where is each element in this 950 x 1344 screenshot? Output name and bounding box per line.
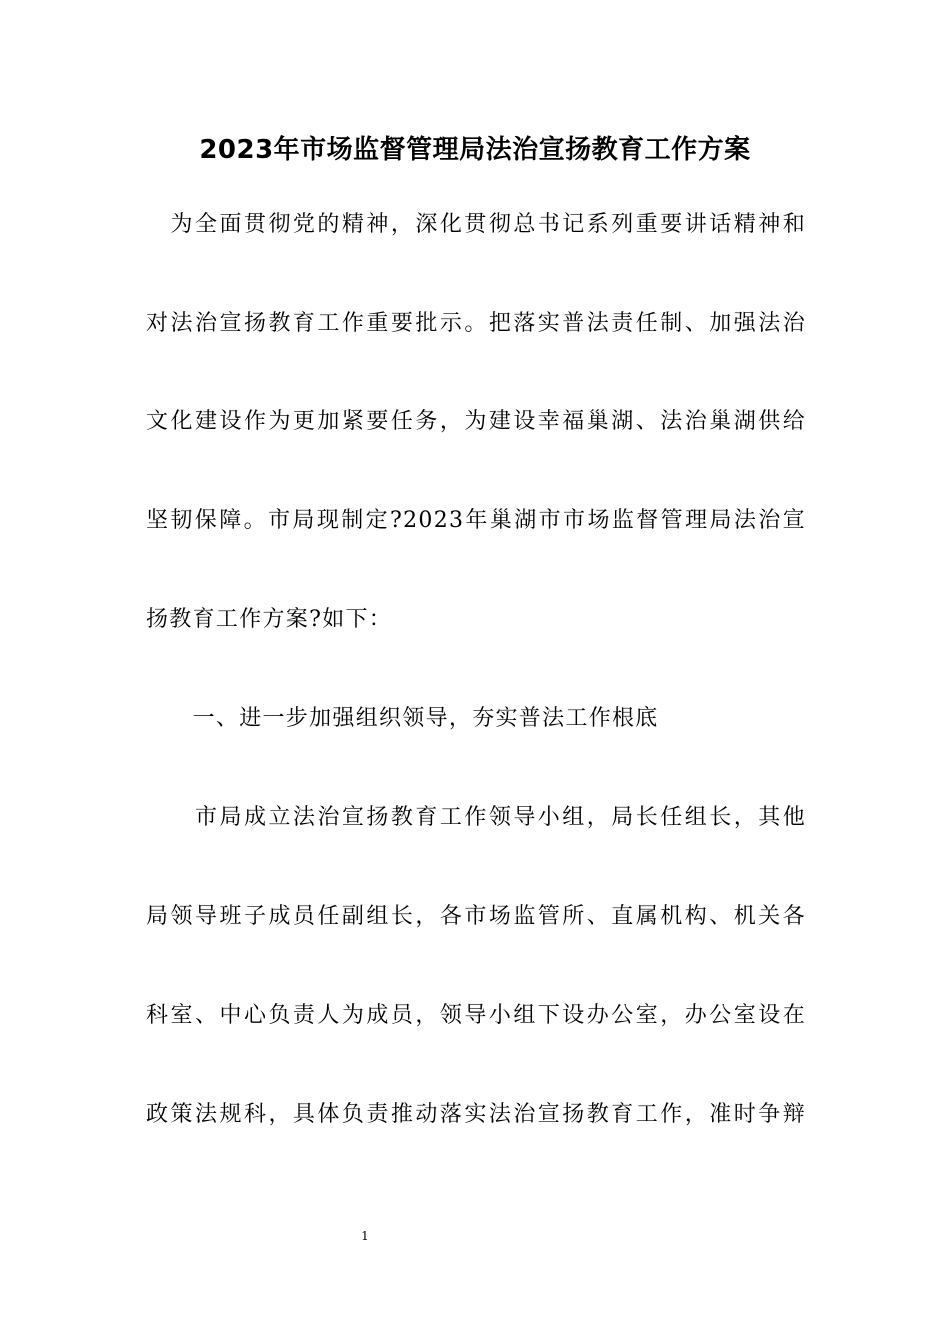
document-title: 2023年市场监督管理局法治宣扬教育工作方案	[199, 135, 751, 165]
paragraph-line: 文化建设作为更加紧要任务，为建设幸福巢湖、法治巢湖供给	[146, 409, 806, 434]
paragraph-line: 政策法规科，具体负责推动落实法治宣扬教育工作，准时争辩	[146, 1102, 806, 1127]
paragraph-line: 科室、中心负责人为成员，领导小组下设办公室，办公室设在	[146, 1003, 806, 1028]
section-heading: 一、进一步加强组织领导，夯实普法工作根底	[146, 706, 659, 731]
paragraph-line: 市局成立法治宣扬教育工作领导小组，局长任组长，其他	[146, 805, 806, 830]
paragraph-line: 局领导班子成员任副组长，各市场监管所、直属机构、机关各	[146, 904, 806, 929]
paragraph-line: 扬教育工作方案?如下：	[146, 607, 393, 632]
paragraph-line: 坚韧保障。市局现制定?2023年巢湖市市场监督管理局法治宣	[146, 508, 806, 533]
page-number: 1	[361, 1229, 369, 1243]
paragraph-line: 对法治宣扬教育工作重要批示。把落实普法责任制、加强法治	[146, 311, 806, 336]
paragraph-line: 为全面贯彻党的精神，深化贯彻总书记系列重要讲话精神和	[146, 212, 806, 237]
